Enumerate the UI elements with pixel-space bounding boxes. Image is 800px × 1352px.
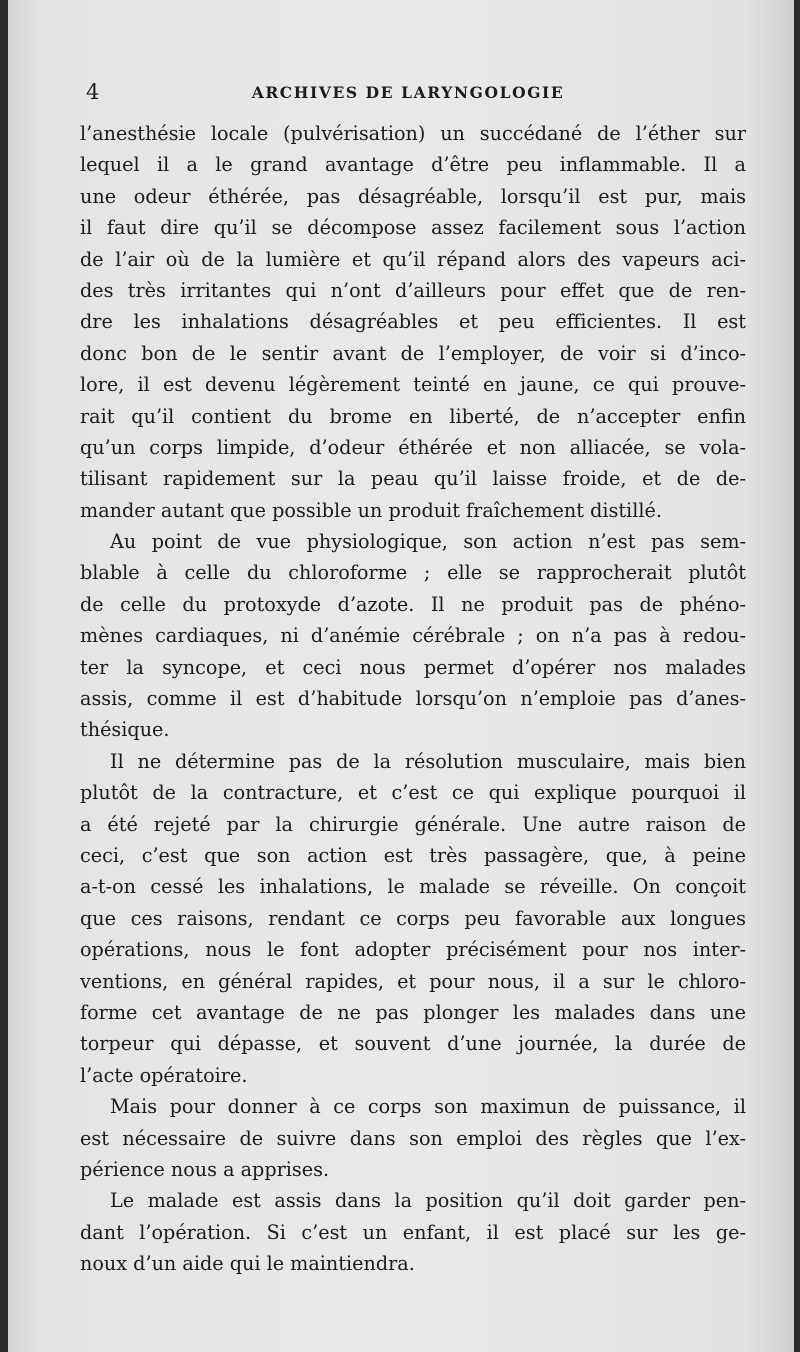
text-line: blable à celle du chloroforme ; elle se rapprocherait plutôt [80, 561, 746, 585]
text-line: des très irritantes qui n’ont d’ailleurs pour effet que de ren- [80, 278, 746, 302]
paragraph [80, 118, 746, 526]
text-line: Au point de vue physiologique, son action n’est pas sem- [110, 530, 746, 554]
text-line: de celle du protoxyde d’azote. Il ne produit pas de phéno- [80, 592, 746, 616]
text-line: tilisant rapidement sur la peau qu’il laisse froide, et de de- [80, 467, 746, 491]
text-line: ceci, c’est que son action est très passagère, que, à peine [80, 843, 746, 867]
body-text [80, 118, 746, 1279]
text-line: une odeur éthérée, pas désagréable, lorsqu’il est pur, mais [80, 184, 746, 208]
text-line: noux d’un aide qui le maintiendra. [80, 1252, 415, 1276]
text-line: ter la syncope, et ceci nous permet d’opérer nos malades [80, 655, 746, 679]
running-header [78, 80, 738, 108]
text-line: il faut dire qu’il se décompose assez facilement sous l’action [80, 216, 746, 240]
text-line: dant l’opération. Si c’est un enfant, il est placé sur les ge- [80, 1220, 746, 1244]
text-line: l’anesthésie locale (pulvérisation) un succédané de l’éther sur [80, 122, 746, 145]
text-line: Mais pour donner à ce corps son maximun de puissance, il [110, 1095, 746, 1119]
text-line: a-t-on cessé les inhalations, le malade se réveille. On conçoit [80, 875, 746, 899]
text-line: torpeur qui dépasse, et souvent d’une journée, la durée de [80, 1032, 746, 1056]
text-line: a été rejeté par la chirurgie générale. Une autre raison de [80, 812, 746, 836]
paragraph [80, 1185, 746, 1279]
text-line: lore, il est devenu légèrement teinté en jaune, ce qui prouve- [80, 373, 746, 397]
journal-title: ARCHIVES DE LARYNGOLOGIE [251, 83, 565, 102]
paragraph [80, 1091, 746, 1185]
text-line: l’acte opératoire. [80, 1063, 248, 1087]
text-line: opérations, nous le font adopter précisément pour nos inter- [80, 938, 746, 962]
text-line: mènes cardiaques, ni d’anémie cérébrale ; on n’a pas à redou- [80, 624, 746, 648]
text-line: assis, comme il est d’habitude lorsqu’on n’emploie pas d’anes- [80, 687, 746, 711]
text-line: ventions, en général rapides, et pour nous, il a sur le chloro- [80, 969, 746, 993]
text-line: Il ne détermine pas de la résolution musculaire, mais bien [110, 749, 746, 773]
text-line: lequel il a le grand avantage d’être peu inflammable. Il a [80, 153, 746, 177]
text-line: de l’air où de la lumière et qu’il répand alors des vapeurs aci- [80, 247, 746, 271]
text-line: forme cet avantage de ne pas plonger les malades dans une [80, 1000, 746, 1024]
text-line: périence nous a apprises. [80, 1157, 330, 1181]
page-number: 4 [86, 80, 100, 104]
text-line: est nécessaire de suivre dans son emploi des règles que l’ex- [80, 1126, 746, 1150]
text-line: Le malade est assis dans la position qu’il doit garder pen- [110, 1189, 746, 1213]
text-line: mander autant que possible un produit fraîchement distillé. [80, 498, 662, 522]
book-page [8, 0, 794, 1352]
text-line: rait qu’il contient du brome en liberté, de n’accepter enfin [80, 404, 746, 428]
paragraph [80, 746, 746, 1091]
text-line: dre les inhalations désagréables et peu efficientes. Il est [80, 310, 746, 334]
text-line: qu’un corps limpide, d’odeur éthérée et non alliacée, se vola- [80, 435, 746, 459]
text-line: thésique. [80, 718, 170, 742]
text-line: donc bon de le sentir avant de l’employer, de voir si d’inco- [80, 341, 746, 365]
paragraph [80, 526, 746, 746]
text-line: plutôt de la contracture, et c’est ce qui explique pourquoi il [80, 781, 746, 805]
text-line: que ces raisons, rendant ce corps peu favorable aux longues [80, 906, 746, 930]
